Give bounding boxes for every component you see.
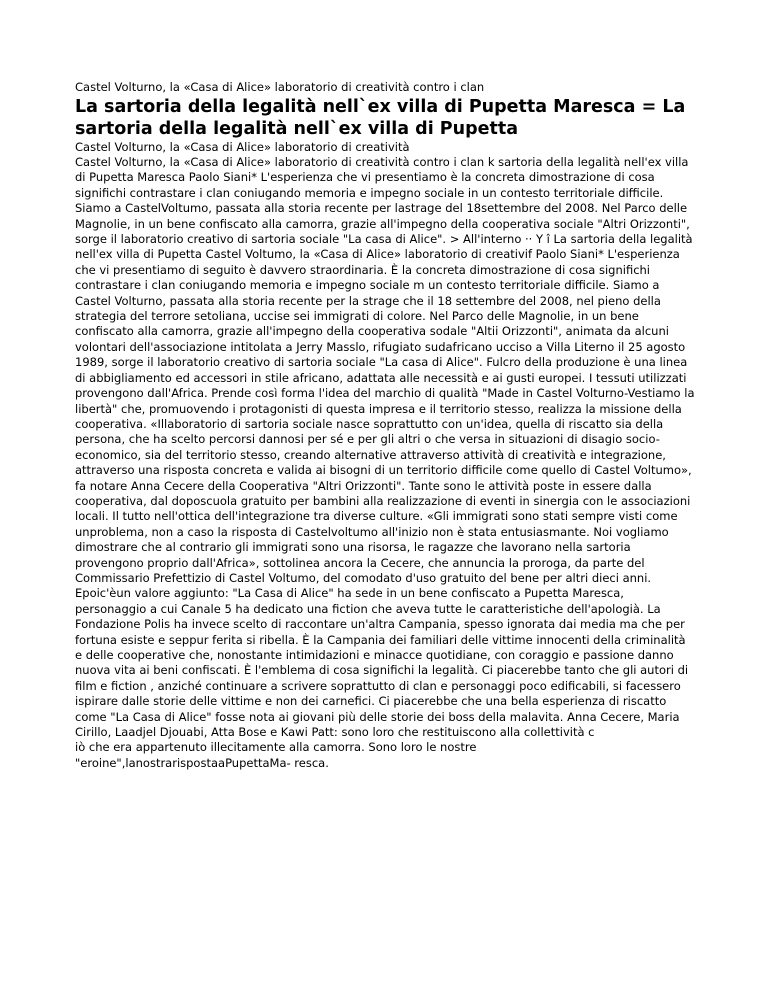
article-closing-line-1: iò che era appartenuto illecitamente alla camorra. Sono loro le nostre: [75, 740, 477, 755]
article-subline: Castel Volturno, la «Casa di Alice» laboratorio di creatività: [75, 140, 410, 154]
article-body: [75, 155, 695, 771]
article-body-text: Castel Volturno, la «Casa di Alice» laboratorio di creatività contro i clan k sartoria della legalità nell'ex villa di Pupetta Maresca Paolo Siani* L'esperienza che vi presentiamo è la concreta dimostrazione di cosa significhi contrastare i clan coniugando memoria e impegno sociale in un contesto territoriale difficile. Siamo a CastelVoltumo, passata alla storia recente per lastrage del 18settembre del 2008. Nel Parco delle Magnolie, in un bene confiscato alla camorra, grazie all'impegno della cooperativa sociale "Altri Orizzonti", sorge il laboratorio creativo di sartoria sociale "La casa di Alice". > All'interno ·· Y î La sartoria della legalità nell'ex villa di Pupetta Castel Voltumo, la «Casa di Alice» laboratorio di creativif Paolo Siani* L'esperienza che vi presentiamo di seguito è davvero straordinaria. È la concreta dimostrazione di cosa significhi contrastare i clan coniugando memoria e impegno sociale m un contesto territoriale difficile. Siamo a Castel Volturno, passata alla storia recente per la strage che il 18 settembre del 2008, nel pieno della strategia del terrore setoliana, uccise sei immigrati di colore. Nel Parco delle Magnolie, in un bene confiscato alla camorra, grazie all'impegno della cooperativa sodale "Altii Orizzonti", animata da alcuni volontari dell'associazione intitolata a Jerry Masslo, rifugiato sudafricano ucciso a Villa Literno il 25 agosto 1989, sorge il laboratorio creativo di sartoria sociale "La casa di Alice". Fulcro della produzione è una linea di abbigliamento ed accessori in stile africano, adattata alle necessità e ai gusti europei. I tessuti utilizzati provengono dall'Africa. Prende così forma l'idea del marchio di qualità "Made in Castel Volturno-Vestiamo la libertà" che, promuovendo i protagonisti di questa impresa e il territorio stesso, realizza la missione della cooperativa. «Illaboratorio di sartoria sociale nasce soprattutto con un'idea, quella di riscatto sia della persona, che ha scelto percorsi dannosi per sé e per gli altri o che versa in situazioni di disagio socio-economico, sia del territorio stesso, creando alternative attraverso attività di creatività e integrazione, attraverso una risposta concreta e valida ai bisogni di un territorio difficile come quello di Castel Voltumo», fa notare Anna Cecere della Cooperativa "Altri Orizzonti". Tante sono le attività poste in essere dalla cooperativa, dal doposcuola gratuito per bambini alla realizzazione di eventi in sinergia con le associazioni locali. Il tutto nell'ottica dell'integrazione tra diverse culture. «Gli immigrati sono stati sempre visti come unproblema, non a caso la risposta di Castelvoltumo all'inizio non è stata entusiasmante. Noi vogliamo dimostrare che al contrario gli immigrati sono una risorsa, le ragazze che lavorano nella sartoria provengono proprio dall'Africa», sottolinea ancora la Cecere, che annuncia la proroga, da parte del Commissario Prefettizio di Castel Voltumo, del comodato d'uso gratuito del bene per altri dieci anni. Epoic'èun valore aggiunto: "La Casa di Alice" ha sede in un bene confiscato a Pupetta Maresca, personaggio a cui Canale 5 ha dedicato una fiction che aveva tutte le caratteristiche dell'apologià. La Fondazione Polis ha invece scelto di raccontare un'altra Campania, spesso ignorata dai media ma che per fortuna esiste e seppur ferita si ribella. È la Campania dei familiari delle vittime innocenti della criminalità e delle cooperative che, nonostante intimidazioni e minacce quotidiane, con coraggio e passione danno nuova vita ai beni confiscati. È l'emblema di cosa significhi la legalità. Ci piacerebbe tanto che gli autori di film e fiction , anziché continuare a scrivere soprattutto di clan e personaggi poco edificabili, si facessero ispirare dalle storie delle vittime e non dei carnefici. Ci piacerebbe che una bella esperienza di riscatto come "La Casa di Alice" fosse nota ai giovani più delle storie dei boss della malavita. Anna Cecere, Maria Cirillo, Laadjel Djouabi, Atta Bose e Kawi Patt: sono loro che restituiscono alla collettività c: [75, 155, 695, 740]
article-closing-line-2: "eroine",lanostrarispostaaPupettaMa- resca.: [75, 755, 329, 770]
article: [75, 80, 695, 771]
article-kicker: Castel Volturno, la «Casa di Alice» laboratorio di creatività contro i clan: [75, 80, 485, 94]
article-headline: La sartoria della legalità nell`ex villa di Pupetta Maresca = La sartoria della legalità nell`ex villa di Pupetta: [75, 97, 686, 139]
